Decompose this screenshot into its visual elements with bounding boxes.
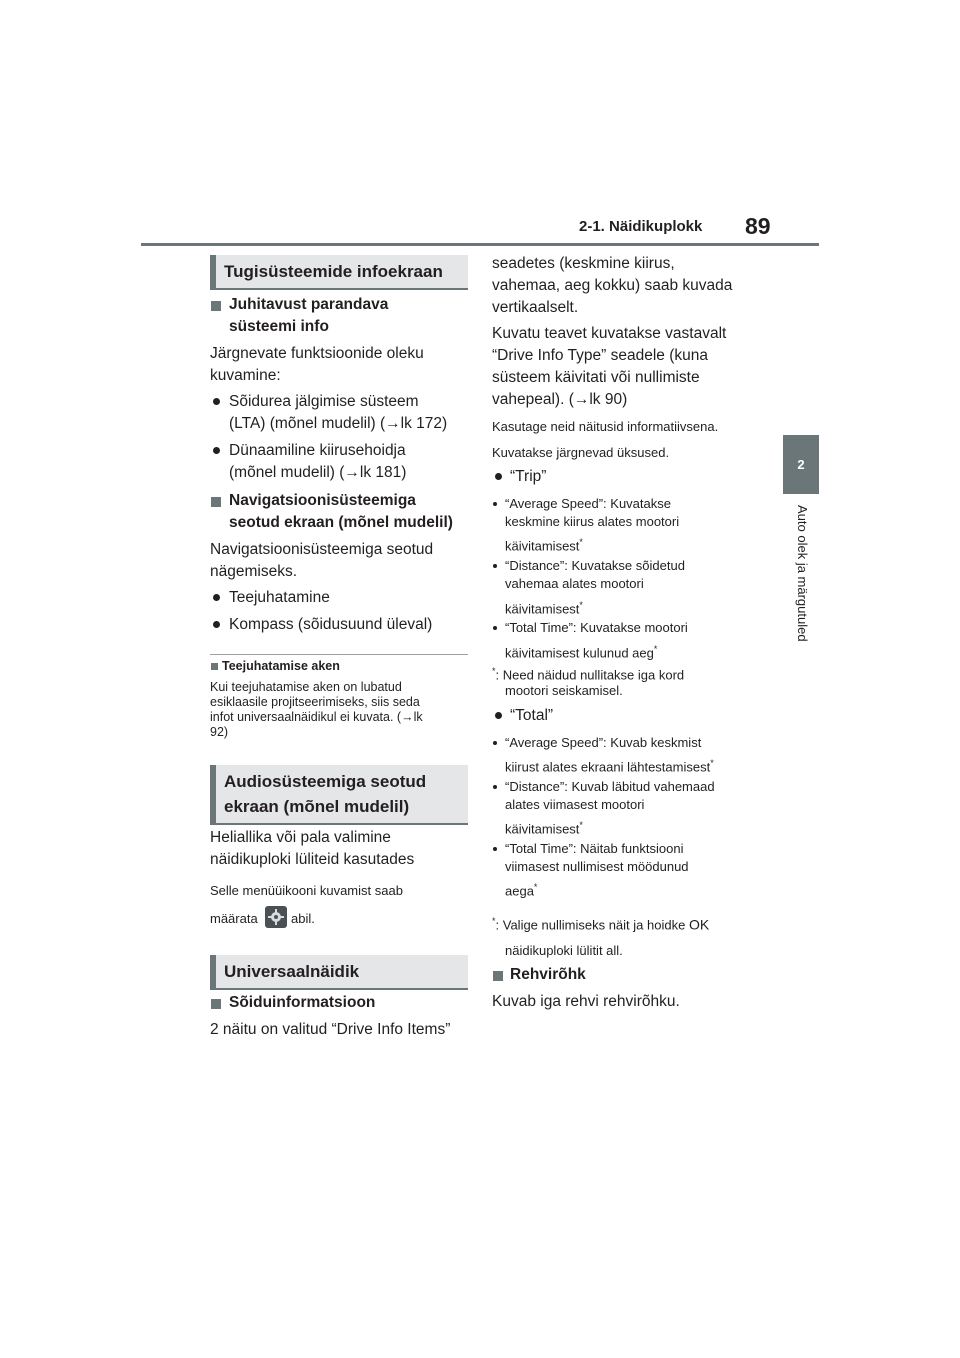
list-text bbox=[505, 878, 537, 900]
list-dot-icon bbox=[493, 847, 497, 851]
paragraph: Heliallika või pala valimine bbox=[210, 829, 391, 846]
subheading-square-icon bbox=[211, 497, 221, 507]
subheading: Navigatsioonisüsteemiga bbox=[229, 492, 416, 509]
small-text: määrata bbox=[210, 911, 258, 926]
footnote: näidikuploki lülitit all. bbox=[505, 943, 623, 958]
footnote-mark: * bbox=[579, 600, 583, 610]
bullet-icon bbox=[213, 594, 220, 601]
section-title-universal: Universaalnäidik bbox=[210, 955, 468, 990]
bullet-text: Sõidurea jälgimise süsteem bbox=[229, 393, 419, 410]
small-text: Kuvatakse järgnevad üksused. bbox=[492, 445, 670, 460]
header-rule bbox=[141, 243, 819, 246]
list-text: “Distance”: Kuvab läbitud vahemaad bbox=[505, 779, 715, 794]
paragraph: vahepeal). (→lk 90) bbox=[492, 391, 628, 408]
section-title-audio bbox=[210, 765, 468, 825]
footnote-mark: * bbox=[579, 537, 583, 547]
bullet-icon bbox=[495, 712, 502, 719]
note-divider bbox=[210, 654, 468, 655]
section-title-line: Audiosüsteemiga seotud bbox=[224, 772, 427, 791]
list-text-part: käivitamisest kulunud aeg bbox=[505, 645, 654, 661]
bullet-text: “Trip” bbox=[510, 468, 547, 485]
subheading: Juhitavust parandava bbox=[229, 296, 389, 313]
bullet-icon bbox=[213, 447, 220, 454]
paragraph: vertikaalselt. bbox=[492, 299, 579, 316]
list-dot-icon bbox=[493, 564, 497, 568]
list-text-part: aega bbox=[505, 883, 534, 899]
paragraph: Kuvatu teavet kuvatakse vastavalt bbox=[492, 325, 727, 342]
bullet-text: (LTA) (mõnel mudelil) (→lk 172) bbox=[229, 415, 448, 432]
list-text bbox=[505, 533, 583, 555]
paragraph: süsteem käivitati või nullimiste bbox=[492, 369, 700, 386]
subheading-square-icon bbox=[211, 999, 221, 1009]
paragraph: “Drive Info Type” seadele (kuna bbox=[492, 347, 708, 364]
note-text: esiklaasile projitseerimiseks, siis seda bbox=[210, 695, 420, 709]
paragraph: nägemiseks. bbox=[210, 563, 298, 580]
list-text: vahemaa alates mootori bbox=[505, 576, 644, 591]
section-title-support: Tugisüsteemide infoekraan bbox=[210, 255, 468, 290]
list-text: “Average Speed”: Kuvab keskmist bbox=[505, 735, 702, 750]
note-text: infot universaalnäidikul ei kuvata. (→lk bbox=[210, 710, 423, 724]
subheading: seotud ekraan (mõnel mudelil) bbox=[229, 514, 453, 531]
bullet-text: “Total” bbox=[510, 707, 554, 724]
section-title-line: ekraan (mõnel mudelil) bbox=[224, 797, 410, 816]
list-text-part: käivitamisest bbox=[505, 601, 580, 617]
list-text-part: käivitamisest bbox=[505, 821, 580, 837]
subheading-square-icon bbox=[493, 971, 503, 981]
subheading-square-icon bbox=[211, 301, 221, 311]
footnote-mark: * bbox=[653, 644, 658, 654]
footnote-mark: * bbox=[533, 882, 538, 892]
list-text: alates viimasest mootori bbox=[505, 797, 645, 812]
list-dot-icon bbox=[493, 741, 497, 745]
note-text: Kui teejuhatamise aken on lubatud bbox=[210, 680, 402, 694]
footnote-mark: * bbox=[492, 916, 496, 926]
paragraph: Järgnevate funktsioonide oleku bbox=[210, 345, 424, 362]
small-text: Kasutage neid näitusid informatiivsena. bbox=[492, 419, 719, 434]
settings-gear-icon bbox=[265, 906, 287, 928]
list-text bbox=[505, 640, 657, 662]
list-dot-icon bbox=[493, 626, 497, 630]
note-text: 92) bbox=[210, 725, 229, 739]
footnote-mark: * bbox=[579, 820, 583, 830]
paragraph: Kuvab iga rehvi rehvirõhku. bbox=[492, 993, 680, 1010]
chapter-label: Auto olek ja märgutuled bbox=[795, 505, 810, 642]
bullet-text: (mõnel mudelil) (→lk 181) bbox=[229, 464, 407, 481]
list-text: viimasest nullimisest möödunud bbox=[505, 859, 689, 874]
subheading: süsteemi info bbox=[229, 318, 329, 335]
bullet-icon bbox=[213, 621, 220, 628]
bullet-icon bbox=[213, 398, 220, 405]
list-text: keskmine kiirus alates mootori bbox=[505, 514, 680, 529]
paragraph: vahemaa, aeg kokku) saab kuvada bbox=[492, 277, 733, 294]
footnote: mootori seiskamisel. bbox=[505, 683, 623, 698]
note-title: Teejuhatamise aken bbox=[222, 659, 340, 673]
subheading: Rehvirõhk bbox=[510, 966, 586, 983]
list-text: “Total Time”: Kuvatakse mootori bbox=[505, 620, 688, 635]
paragraph: seadetes (keskmine kiirus, bbox=[492, 255, 675, 272]
list-text bbox=[505, 754, 714, 776]
list-text: “Average Speed”: Kuvatakse bbox=[505, 496, 671, 511]
footnote-text: : Valige nullimiseks näit ja hoidke bbox=[495, 917, 686, 933]
paragraph: kuvamine: bbox=[210, 367, 281, 384]
list-dot-icon bbox=[493, 785, 497, 789]
page-number: 89 bbox=[745, 213, 771, 239]
bullet-text: Teejuhatamine bbox=[229, 589, 330, 606]
paragraph: näidikuploki lüliteid kasutades bbox=[210, 851, 415, 868]
list-text bbox=[505, 596, 583, 618]
footnote-mark: * bbox=[492, 666, 496, 676]
subheading: Sõiduinformatsioon bbox=[229, 994, 376, 1011]
bullet-icon bbox=[495, 473, 502, 480]
list-dot-icon bbox=[493, 502, 497, 506]
section-heading: 2-1. Näidikuplokk bbox=[579, 218, 703, 235]
small-text: Selle menüüikooni kuvamist saab bbox=[210, 883, 403, 898]
footnote-mark: * bbox=[710, 758, 714, 768]
list-text: “Total Time”: Näitab funktsiooni bbox=[505, 841, 684, 856]
footnote bbox=[492, 662, 684, 684]
list-text: “Distance”: Kuvatakse sõidetud bbox=[505, 558, 685, 573]
chapter-number: 2 bbox=[797, 457, 805, 472]
paragraph: 2 näitu on valitud “Drive Info Items” bbox=[210, 1021, 451, 1038]
bullet-text: Kompass (sõidusuund üleval) bbox=[229, 616, 433, 633]
note-square-icon bbox=[211, 663, 218, 670]
chapter-tab bbox=[783, 435, 819, 494]
ok-switch-label: OK bbox=[688, 916, 710, 933]
footnote-text: : Need näidud nullitakse iga kord bbox=[495, 667, 685, 683]
list-text-part: käivitamisest bbox=[505, 538, 580, 554]
paragraph: Navigatsioonisüsteemiga seotud bbox=[210, 541, 434, 558]
list-text-part: kiirust alates ekraani lähtestamisest bbox=[505, 759, 711, 775]
list-text bbox=[505, 816, 583, 838]
small-text: abil. bbox=[291, 911, 315, 926]
footnote bbox=[492, 912, 709, 934]
bullet-text: Dünaamiline kiirusehoidja bbox=[229, 442, 406, 459]
